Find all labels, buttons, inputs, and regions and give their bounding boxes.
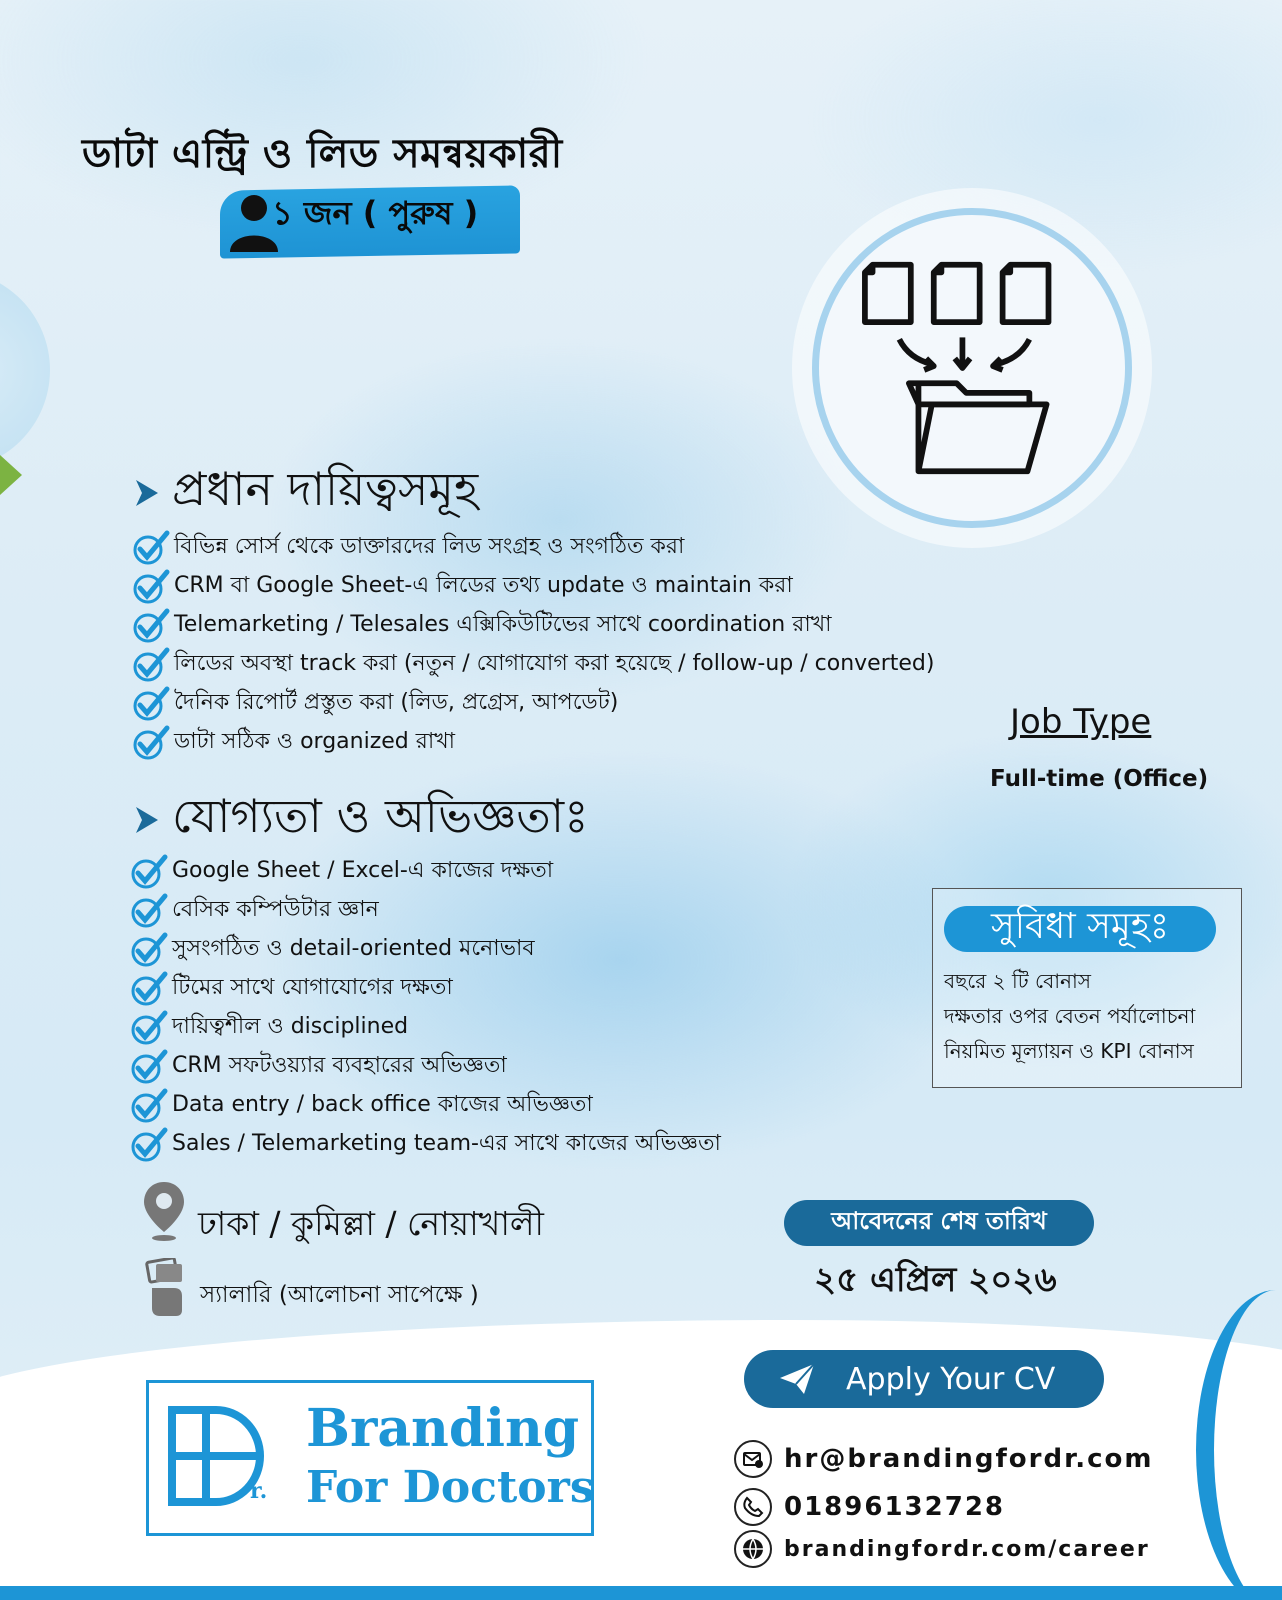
checkmark-icon bbox=[130, 893, 168, 929]
chevron-right-icon bbox=[130, 476, 164, 510]
job-location: ঢাকা / কুমিল্লা / নোয়াখালী bbox=[198, 1204, 544, 1243]
qualifications-list bbox=[130, 852, 721, 1164]
salary-money-icon bbox=[144, 1258, 188, 1318]
footer-bar bbox=[0, 1586, 1282, 1600]
contact-website[interactable]: brandingfordr.com/career bbox=[784, 1536, 1150, 1562]
list-item: বছরে ২ টি বোনাস bbox=[944, 969, 1091, 993]
checkmark-icon bbox=[132, 569, 170, 605]
logo-text-line1: Branding bbox=[306, 1398, 580, 1459]
list-item: CRM সফটওয়্যার ব্যবহারের অভিজ্ঞতা bbox=[130, 1047, 721, 1086]
list-item: সুসংগঠিত ও detail-oriented মনোভাব bbox=[130, 930, 721, 969]
qualifications-heading-text: যোগ্যতা ও অভিজ্ঞতাঃ bbox=[172, 789, 589, 843]
logo-mark-suffix: r. bbox=[250, 1478, 268, 1504]
list-item: Google Sheet / Excel-এ কাজের দক্ষতা bbox=[130, 852, 721, 891]
list-item: দক্ষতার ওপর বেতন পর্যালোচনা bbox=[944, 1004, 1196, 1028]
checkmark-icon bbox=[132, 530, 170, 566]
vacancy-count: ১ জন ( পুরুষ ) bbox=[272, 194, 479, 232]
send-icon bbox=[778, 1362, 816, 1396]
decorative-circle bbox=[0, 270, 50, 470]
contact-phone-row[interactable] bbox=[734, 1488, 1005, 1526]
deadline-label: আবেদনের শেষ তারিখ bbox=[784, 1200, 1094, 1246]
contact-email-row[interactable] bbox=[734, 1440, 1153, 1478]
checkmark-icon bbox=[130, 971, 168, 1007]
list-item: Sales / Telemarketing team-এর সাথে কাজের অভিজ্ঞতা bbox=[130, 1125, 721, 1164]
responsibilities-heading-text: প্রধান দায়িত্বসমূহ bbox=[172, 462, 479, 516]
benefits-list bbox=[944, 964, 1195, 1069]
checkmark-icon bbox=[132, 647, 170, 683]
globe-icon bbox=[734, 1530, 772, 1568]
apply-cv-label: Apply Your CV bbox=[846, 1361, 1056, 1397]
decorative-leaf bbox=[0, 455, 22, 495]
checkmark-icon bbox=[130, 932, 168, 968]
contact-email[interactable]: hr@brandingfordr.com bbox=[784, 1444, 1154, 1474]
email-icon bbox=[734, 1440, 772, 1478]
checkmark-icon bbox=[130, 1127, 168, 1163]
checkmark-icon bbox=[130, 1088, 168, 1124]
benefits-heading: সুবিধা সমূহঃ bbox=[944, 906, 1216, 952]
responsibilities-heading bbox=[130, 455, 478, 531]
contact-phone[interactable]: 01896132728 bbox=[784, 1492, 1005, 1522]
checkmark-icon bbox=[130, 1010, 168, 1046]
list-item: লিডের অবস্থা track করা (নতুন / যোগাযোগ করা হয়েছে / follow-up / converted) bbox=[132, 645, 934, 684]
checkmark-icon bbox=[130, 854, 168, 890]
qualifications-heading bbox=[130, 782, 589, 858]
list-item: দায়িত্বশীল ও disciplined bbox=[130, 1008, 721, 1047]
job-title: ডাটা এন্ট্রি ও লিড সমন্বয়কারী bbox=[82, 131, 563, 177]
contact-website-row[interactable] bbox=[734, 1530, 1150, 1568]
job-type-title: Job Type bbox=[1010, 702, 1152, 742]
deadline-date: ২৫ এপ্রিল ২০২৬ bbox=[814, 1260, 1057, 1300]
documents-circle bbox=[812, 208, 1132, 528]
chevron-right-icon bbox=[130, 803, 164, 837]
salary-text: স্যালারি (আলোচনা সাপেক্ষে ) bbox=[200, 1282, 479, 1308]
list-item: টিমের সাথে যোগাযোগের দক্ষতা bbox=[130, 969, 721, 1008]
checkmark-icon bbox=[132, 725, 170, 761]
list-item: নিয়মিত মূল্যায়ন ও KPI বোনাস bbox=[944, 1039, 1194, 1063]
list-item: ডাটা সঠিক ও organized রাখা bbox=[132, 723, 934, 762]
checkmark-icon bbox=[132, 608, 170, 644]
responsibilities-list bbox=[132, 528, 934, 762]
list-item: Data entry / back office কাজের অভিজ্ঞতা bbox=[130, 1086, 721, 1125]
list-item: বেসিক কম্পিউটার জ্ঞান bbox=[130, 891, 721, 930]
checkmark-icon bbox=[132, 686, 170, 722]
list-item: Telemarketing / Telesales এক্সিকিউটিভের সাথে coordination রাখা bbox=[132, 606, 934, 645]
job-type-value: Full-time (Office) bbox=[990, 766, 1209, 792]
location-pin-icon bbox=[142, 1180, 186, 1242]
documents-to-folder-icon bbox=[819, 215, 1125, 521]
list-item: দৈনিক রিপোর্ট প্রস্তুত করা (লিড, প্রগ্রেস, আপডেট) bbox=[132, 684, 934, 723]
checkmark-icon bbox=[130, 1049, 168, 1085]
logo-text-line2: For Doctors bbox=[306, 1462, 595, 1513]
list-item: CRM বা Google Sheet-এ লিডের তথ্য update ও maintain করা bbox=[132, 567, 934, 606]
phone-icon bbox=[734, 1488, 772, 1526]
list-item: বিভিন্ন সোর্স থেকে ডাক্তারদের লিড সংগ্রহ ও সংগঠিত করা bbox=[132, 528, 934, 567]
